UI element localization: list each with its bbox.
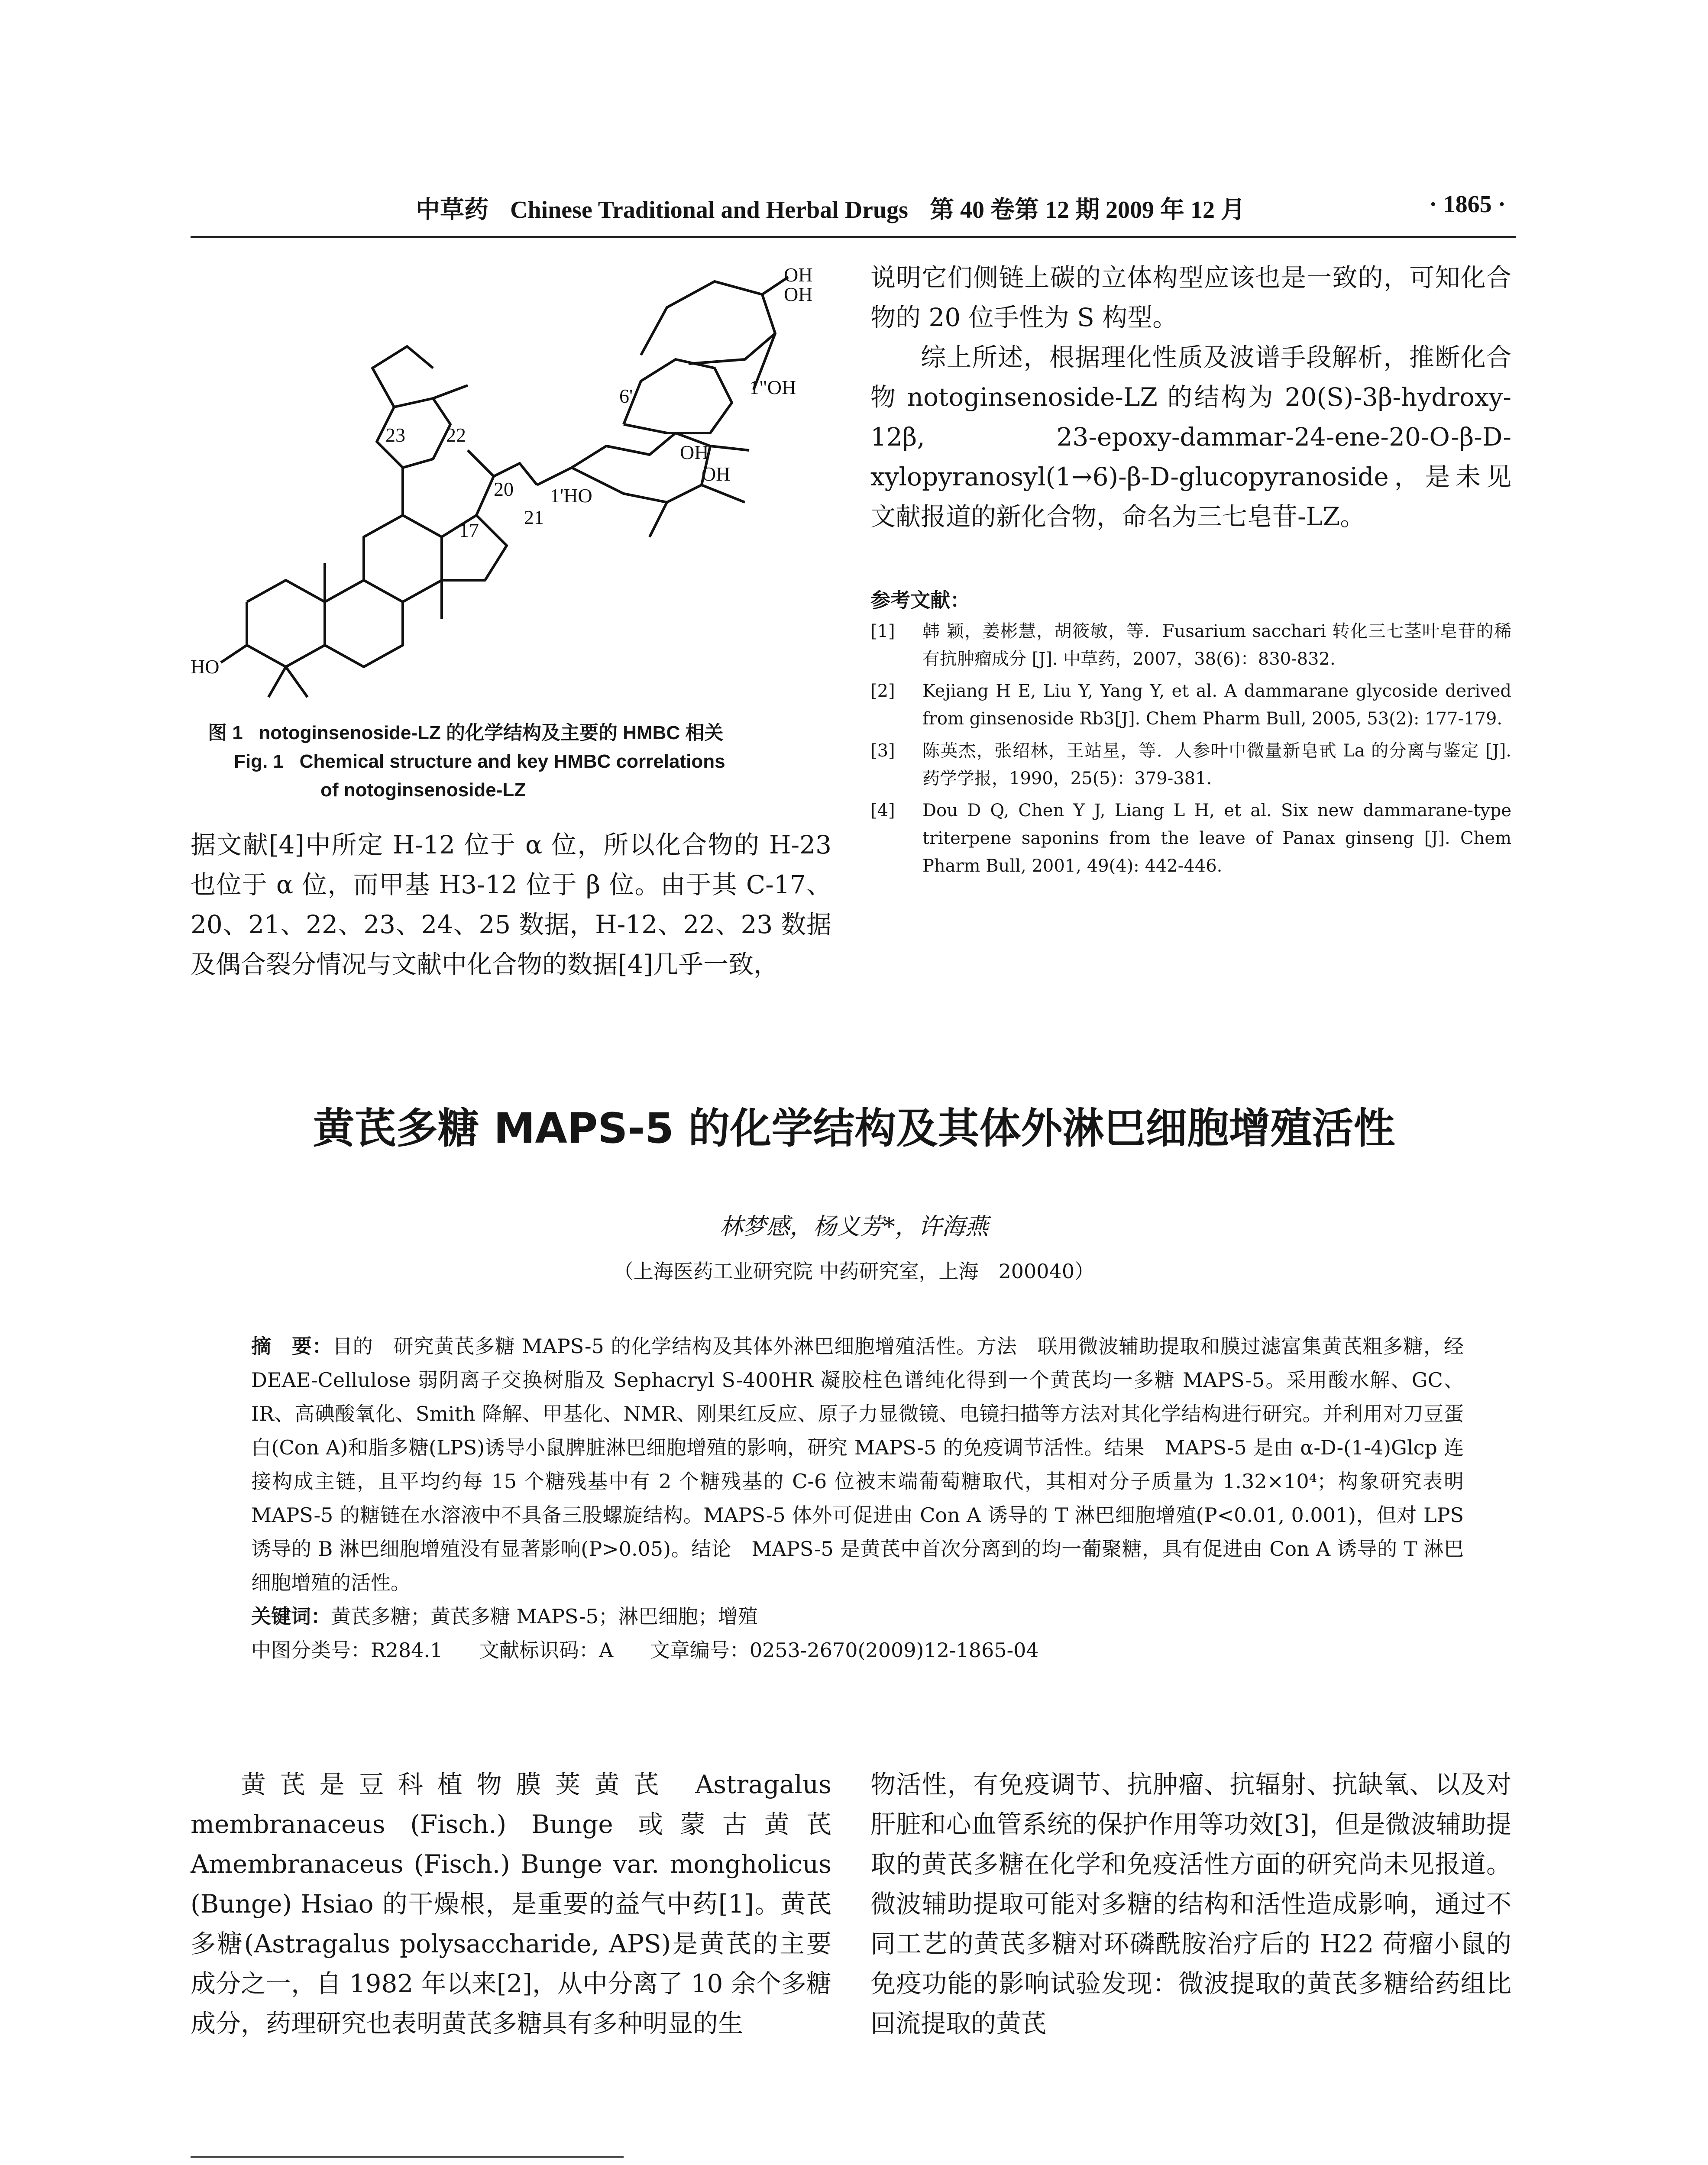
- figure-caption-cn: [208, 719, 883, 747]
- atom-label-1prime-ho: 1'HO: [550, 485, 592, 507]
- figure-caption-cn-text: notoginsenoside-LZ 的化学结构及主要的 HMBC 相关: [259, 722, 724, 743]
- atom-label-21: 21: [524, 506, 544, 528]
- abstract-label: 摘 要：: [251, 1335, 333, 1358]
- abstract-text: 目的 研究黄芪多糖 MAPS-5 的化学结构及其体外淋巴细胞增殖活性。方法 联用微波辅助提取和膜过滤富集黄芪粗多糖，经 DEAE-Cellulose 弱阴离子交换树脂及 Sephacryl S-400HR 凝胶柱色谱纯化得到一个黄芪均一多糖 MAPS-5。采用酸水解、GC、IR、高碘酸氧化、Smith 降解、甲基化、NMR、刚果红反应、原子力显微镜、电镜扫描等方法对其化学结构进行研究。并利用对刀豆蛋白(Con A)和脂多糖(LPS)诱导小鼠脾脏淋巴细胞增殖的影响，研究 MAPS-5 的免疫调节活性。结果 MAPS-5 是由 α-D-(1-4)Glcp 连接构成主链，且平均约每 15 个糖残基中有 2 个糖残基的 C-6 位被末端葡萄糖取代，其相对分子质量为 1.32×10⁴；构象研究表明 MAPS-5 的糖链在水溶液中不具备三股螺旋结构。MAPS-5 体外可促进由 Con A 诱导的 T 淋巴细胞增殖(P<0.01, 0.001)，但对 LPS 诱导的 B 淋巴细胞增殖没有显著影响(P>0.05)。结论 MAPS-5 是黄芪中首次分离到的均一葡聚糖，具有促进由 Con A 诱导的 T 淋巴细胞增殖的活性。: [251, 1335, 1464, 1594]
- paragraph: 黄芪是豆科植物膜荚黄芪 Astragalus membranaceus (Fisch.) Bunge 或蒙古黄芪 Amembranaceus (Fisch.) Bunge var. mongholicus (Bunge) Hsiao 的干燥根，是重要的益气中药[1]。黄芪多糖(Astragalus polysaccharide, APS)是黄芪的主要成分之一，自 1982 年以来[2]，从中分离了 10 余个多糖成分，药理研究也表明黄芪多糖具有多种明显的生: [191, 1770, 831, 2038]
- paragraph: 综上所述，根据理化性质及波谱手段解析，推断化合物 notoginsenoside-LZ 的结构为 20(S)-3β-hydroxy-12β, 23-epoxy-dammar-24-ene-20-O-β-D-xylopyranosyl(1→6)-β-D-glucopyranoside，是未见文献报道的新化合物，命名为三七皂苷-LZ。: [870, 343, 1511, 531]
- reference-text: Dou D Q, Chen Y J, Liang L H, et al. Six new dammarane-type triterpene saponins from the leave of Panax ginseng [J]. Chem Pharm Bull, 2001, 49(4): 442-446.: [922, 801, 1511, 876]
- figure-caption-en-cont: of notoginsenoside-LZ: [320, 779, 526, 801]
- abstract: [251, 1329, 1464, 1600]
- reference-number: [1]: [870, 621, 895, 641]
- reference-number: [4]: [870, 801, 895, 821]
- reference-text: 陈英杰，张绍林，王站星，等．人参叶中微量新皂甙 La 的分离与鉴定 [J]. 药学学报，1990，25(5)：379-381.: [922, 741, 1511, 788]
- paragraph: 说明它们侧链上碳的立体构型应该也是一致的，可知化合物的 20 位手性为 S 构型。: [870, 263, 1511, 332]
- reference-number: [3]: [870, 741, 895, 761]
- keywords: [251, 1600, 1464, 1633]
- right-column-top: [870, 258, 1511, 536]
- article-authors: 林梦感，杨义芳*，许海燕: [719, 1213, 989, 1240]
- article-number: 文章编号：0253-2670(2009)12-1865-04: [650, 1638, 1039, 1662]
- paragraph: 物活性，有免疫调节、抗肿瘤、抗辐射、抗缺氧、以及对肝脏和心血管系统的保护作用等功效[3]，但是微波辅助提取的黄芪多糖在化学和免疫活性方面的研究尚未见报道。微波辅助提取可能对多糖的结构和活性造成影响，通过不同工艺的黄芪多糖对环磷酰胺治疗后的 H22 荷瘤小鼠的免疫功能的影响试验发现：微波提取的黄芪多糖给药组比回流提取的黄芪: [870, 1770, 1511, 2038]
- references: [870, 585, 1511, 880]
- left-column-top: [191, 825, 831, 984]
- atom-label-1dprime-oh: 1"OH: [749, 376, 796, 398]
- abstract-block: [251, 1329, 1464, 1667]
- keywords-text: 黄芪多糖；黄芪多糖 MAPS-5；淋巴细胞；增殖: [331, 1605, 758, 1628]
- reference-text: 韩 颖，姜彬慧，胡筱敏，等．Fusarium sacchari 转化三七茎叶皂苷的稀有抗肿瘤成分 [J]. 中草药，2007，38(6)：830-832.: [922, 621, 1511, 669]
- footnote-rule: [191, 2156, 624, 2158]
- atom-label-6prime: 6': [619, 385, 633, 407]
- article-affiliation: （上海医药工业研究院 中药研究室，上海 200040）: [613, 1260, 1095, 1283]
- reference-text: Kejiang H E, Liu Y, Yang Y, et al. A dammarane glycoside derived from ginsenoside Rb3[J]. Chem Pharm Bull, 2005, 53(2): 177-179.: [922, 681, 1511, 729]
- paragraph: 据文献[4]中所定 H-12 位于 α 位，所以化合物的 H-23 也位于 α 位，而甲基 H3-12 位于 β 位。由于其 C-17、20、21、22、23、24、25 数据，H-12、22、23 数据及偶合裂分情况与文献中化合物的数据[4]几乎一致，: [191, 830, 831, 979]
- journal-name-cn: 中草药: [416, 197, 488, 223]
- running-header: [416, 191, 1261, 225]
- reference-item: [870, 617, 1511, 673]
- header-rule: [191, 236, 1516, 238]
- reference-item: [870, 677, 1511, 733]
- figure-caption-en: [208, 747, 883, 776]
- atom-label-oh: OH: [784, 264, 813, 286]
- journal-name-en: Chinese Traditional and Herbal Drugs: [510, 197, 908, 223]
- atom-label-22: 22: [446, 424, 466, 446]
- body-right-column: [870, 1764, 1511, 2043]
- reference-item: [870, 737, 1511, 792]
- figure-caption-en-text: Chemical structure and key HMBC correlations: [299, 751, 725, 772]
- issue-info: 第 40 卷第 12 期 2009 年 12 月: [929, 197, 1245, 223]
- atom-label-23: 23: [385, 424, 405, 446]
- references-title: 参考文献：: [870, 588, 970, 612]
- figure-caption-en-label: Fig. 1: [234, 751, 284, 772]
- reference-number: [2]: [870, 681, 895, 701]
- chemical-structure-figure: [191, 260, 866, 710]
- figure-caption: [208, 719, 883, 805]
- clc-number: 中图分类号：R284.1: [251, 1638, 443, 1662]
- atom-label-ho: HO: [191, 656, 220, 678]
- document-code: 文献标识码：A: [479, 1638, 614, 1662]
- article-title: 黄芪多糖 MAPS-5 的化学结构及其体外淋巴细胞增殖活性: [313, 1104, 1395, 1153]
- atom-label-oh: OH: [784, 283, 813, 305]
- atom-label-17: 17: [459, 519, 479, 541]
- keywords-label: 关键词：: [251, 1605, 331, 1628]
- classification-line: [251, 1633, 1464, 1667]
- reference-item: [870, 797, 1511, 880]
- atom-label-20: 20: [494, 478, 514, 500]
- atom-label-oh: OH: [680, 441, 709, 463]
- body-left-column: [191, 1764, 831, 2043]
- page-number: · 1865 ·: [1429, 191, 1506, 218]
- atom-label-oh: OH: [702, 463, 731, 485]
- figure-caption-cn-label: 图 1: [208, 722, 243, 743]
